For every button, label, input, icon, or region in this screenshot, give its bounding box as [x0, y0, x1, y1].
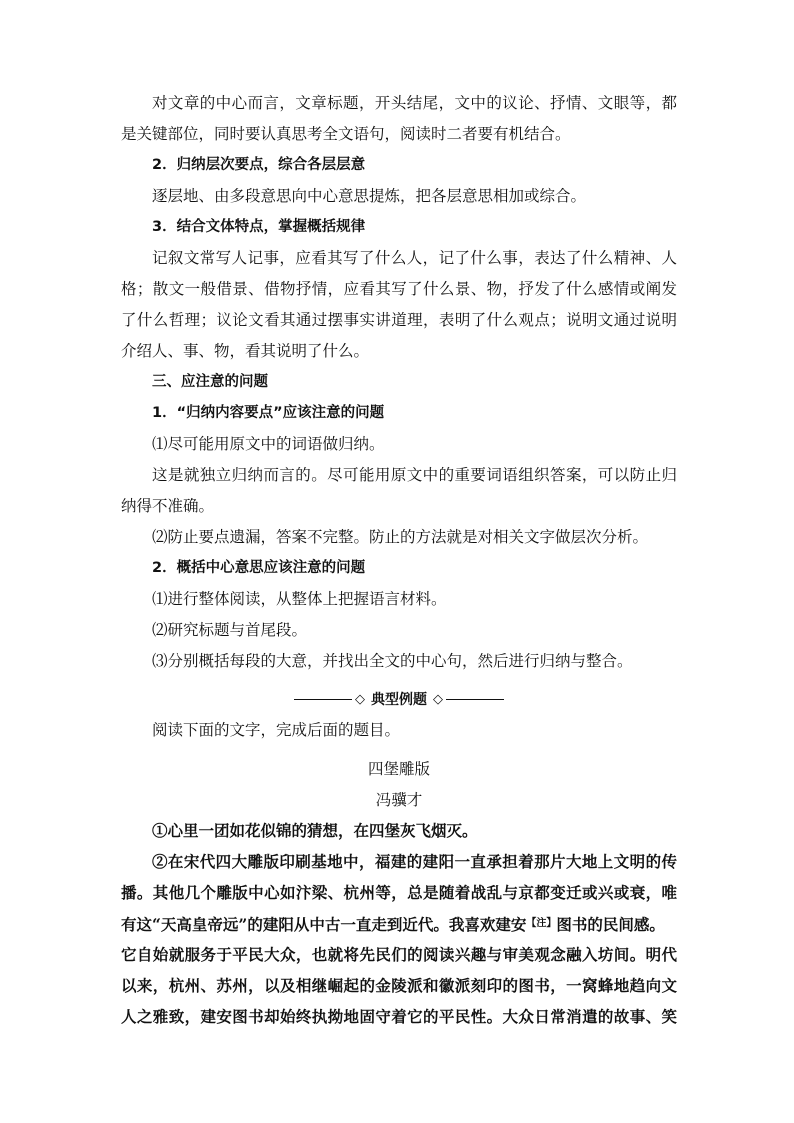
paragraph-line: 记叙文常写人记事，应看其写了什么人，记了什么事，表达了什么精神、人	[152, 249, 677, 267]
paragraph-line: ⑴进行整体阅读，从整体上把握语言材料。	[152, 590, 447, 608]
paragraph-line: 这是就独立归纳而言的。尽可能用原文中的重要词语组织答案，可以防止归	[152, 466, 677, 484]
paragraph-line: 介绍人、事、物，看其说明了什么。	[121, 342, 370, 360]
article-paragraph-line	[121, 914, 677, 935]
article-paragraph-line: 人之雅致，建安图书却始终执拗地固守着它的平民性。大众日常消遣的故事、笑	[121, 1007, 677, 1026]
subheading: 2．归纳层次要点，综合各层层意	[152, 157, 366, 173]
article-text: 有这“天高皇帝远”的建阳从中古一直走到近代。我喜欢建安	[121, 915, 527, 934]
article-paragraph-line: ①心里一团如花似锦的猜想，在四堡灰飞烟灭。	[152, 821, 478, 840]
paragraph-line: 逐层地、由多段意思向中心意思提炼，把各层意思相加或综合。	[152, 187, 587, 205]
paragraph-line: ⑶分别概括每段的大意，并找出全文的中心句，然后进行归纳与整合。	[152, 652, 633, 670]
article-paragraph-line: ②在宋代四大雕版印刷基地中，福建的建阳一直承担着那片大地上文明的传	[152, 852, 677, 871]
diamond-icon: ◇	[433, 691, 443, 707]
divider-rule-left	[294, 699, 352, 700]
paragraph-line: 对文章的中心而言，文章标题，开头结尾，文中的议论、抒情、文眼等，都	[152, 94, 677, 112]
paragraph-line: ⑵防止要点遗漏，答案不完整。防止的方法就是对相关文字做层次分析。	[152, 528, 649, 546]
article-paragraph-line: 播。其他几个雕版中心如汴梁、杭州等，总是随着战乱与京都变迁或兴或衰，唯	[121, 883, 677, 902]
paragraph-line: 纳得不准确。	[121, 497, 215, 515]
paragraph-line: ⑵研究标题与首尾段。	[152, 621, 308, 639]
subheading: 1．“归纳内容要点”应该注意的问题	[152, 405, 385, 421]
subheading: 2．概括中心意思应该注意的问题	[152, 560, 366, 576]
example-divider	[121, 689, 677, 709]
paragraph-line: 格；散文一般借景、借物抒情，应看其写了什么景、物，抒发了什么感情或阐发	[121, 280, 677, 298]
article-paragraph-line: 以来，杭州、苏州，以及相继崛起的金陵派和徽派刻印的图书，一窝蜂地趋向文	[121, 976, 677, 995]
diamond-icon: ◇	[355, 691, 365, 707]
article-paragraph-line: 它自始就服务于平民大众，也就将先民们的阅读兴趣与审美观念融入坊间。明代	[121, 945, 677, 964]
instruction-text: 阅读下面的文字，完成后面的题目。	[152, 721, 401, 739]
article-text: 图书的民间感。	[556, 915, 665, 934]
paragraph-line: 了什么哲理；议论文看其通过摆事实讲道理，表明了什么观点；说明文通过说明	[121, 311, 677, 329]
footnote-marker: 【注】	[526, 918, 557, 929]
section-heading: 三、应注意的问题	[152, 374, 268, 390]
divider-rule-right	[446, 699, 504, 700]
paragraph-line: ⑴尽可能用原文中的词语做归纳。	[152, 435, 385, 453]
paragraph-line: 是关键部位，同时要认真思考全文语句，阅读时二者要有机结合。	[121, 125, 571, 143]
subheading: 3．结合文体特点，掌握概括规律	[152, 219, 366, 235]
article-author: 冯骥才	[375, 791, 423, 809]
divider-title: 典型例题	[371, 692, 427, 708]
article-title: 四堡雕版	[367, 760, 430, 778]
